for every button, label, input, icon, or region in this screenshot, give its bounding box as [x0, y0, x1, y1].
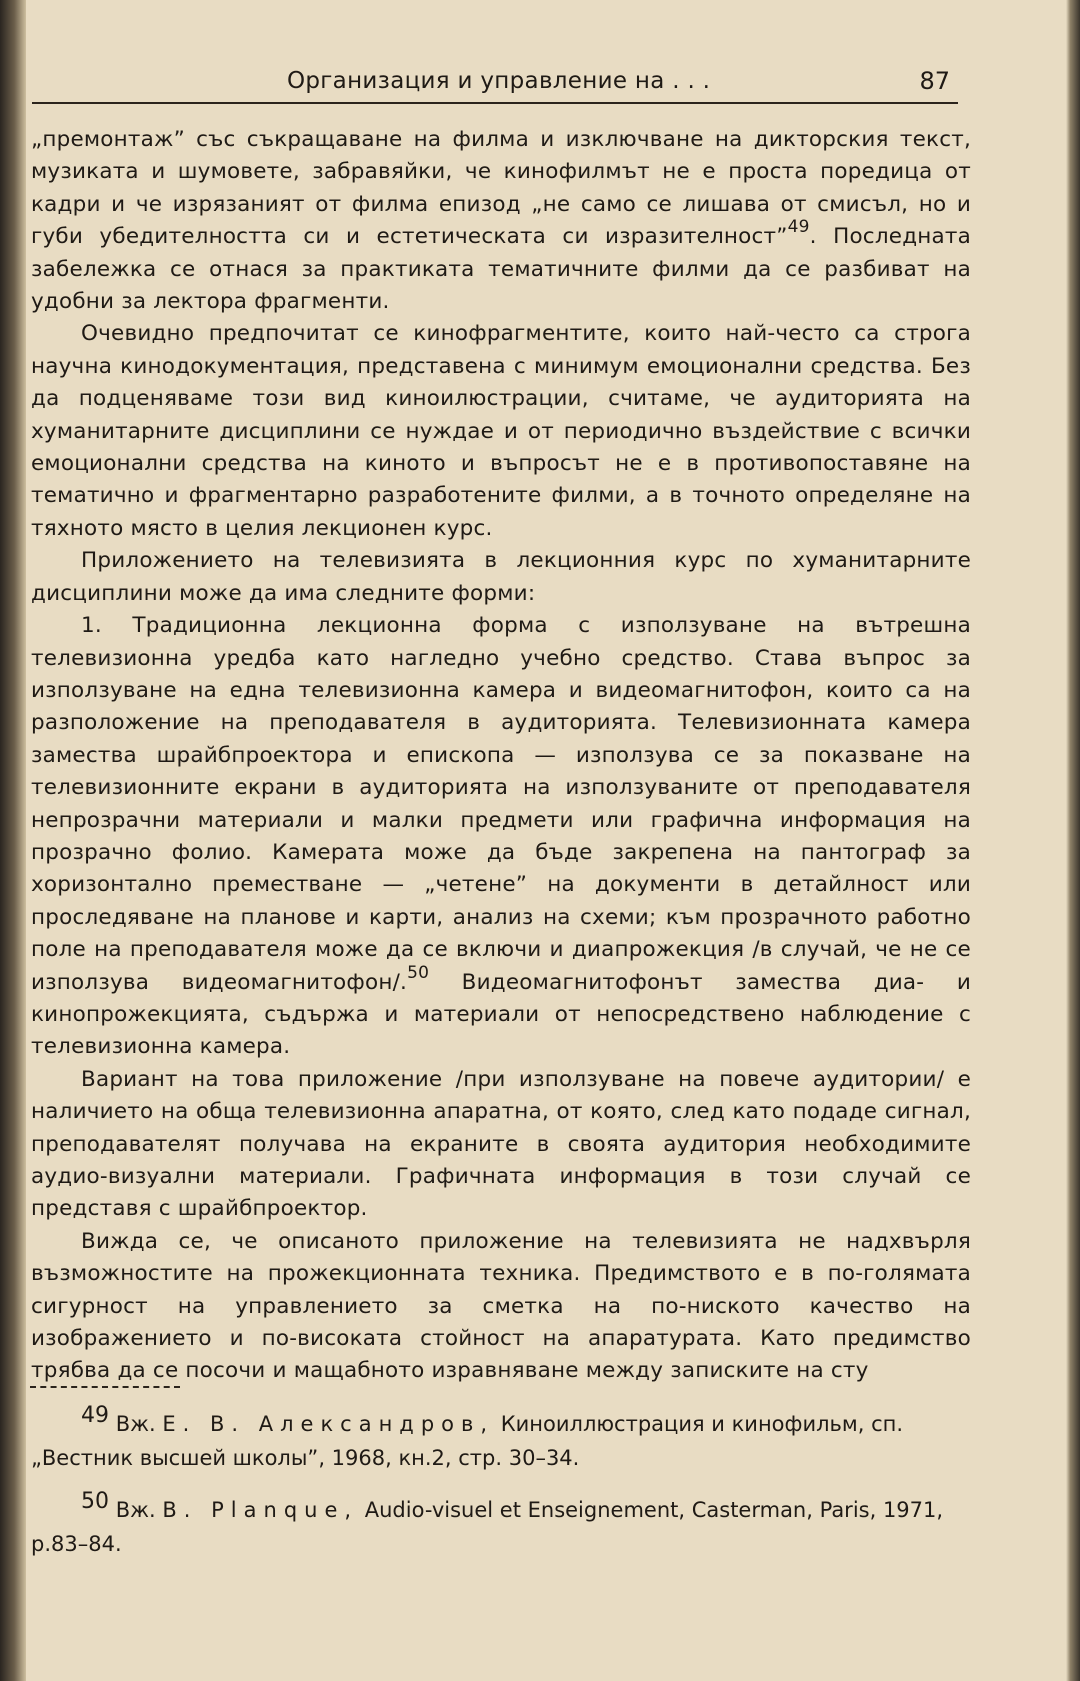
footnote-ref-49: 49	[787, 217, 810, 238]
paragraph-1	[31, 124, 971, 318]
page-edge-shadow	[1066, 0, 1080, 1681]
footnote-49-author: Е. В. Александров,	[162, 1412, 495, 1436]
footnote-50-number: 50	[81, 1489, 109, 1514]
body-text	[31, 124, 971, 1388]
footnotes	[31, 1403, 971, 1579]
footnote-50-author: В. Planque,	[162, 1498, 359, 1522]
footnote-50	[31, 1489, 971, 1561]
footnote-50-source: Audio-visuel et Enseignement, Casterman, Paris, 1971, p.83–84.	[31, 1498, 944, 1556]
paragraph-4-tail: Видеомагнитофонът замества диа- и кинопрожекцията, съдържа и материали от непосредствено наблюдение с телевизионна камера.	[31, 969, 971, 1060]
running-header	[32, 64, 958, 104]
footnote-50-lead: Вж.	[115, 1498, 156, 1522]
paragraph-1-text: „премонтаж” със съкращаване на филма и изключване на дикторския текст, музиката и шумовете, забравяйки, че кинофилмът не е проста поредица от кадри и че изрязаният от филма епизод „не само се лишава от смисъл, но и губи убедителността си и естетическата си изразителност”	[31, 127, 971, 250]
paragraph-3: Приложението на телевизията в лекционния курс по хуманитарните дисциплини може да има следните форми:	[31, 548, 971, 606]
footnote-49-lead: Вж.	[115, 1412, 156, 1436]
footnote-separator	[30, 1386, 180, 1388]
book-spine-shadow	[0, 0, 26, 1681]
header-title: Организация и управление на . . .	[287, 68, 711, 94]
paragraph-1-tail: . Последната забележка се отнася за практиката тематичните филми да се разбиват на удобни за лектора фрагменти.	[31, 224, 971, 315]
paragraph-2: Очевидно предпочитат се кинофрагментите, които най-често са строга научна кинодокументация, представена с минимум емоционални средства. Без да подценяваме този вид киноилюстрации, считаме, че аудиторията на хуманитарните дисциплини се нуждае и от периодично въздействие с всички емоционални средства на киното и въпросът не е в противопоставяне на тематично и фрагментарно разработените филми, а в точното определяне на тяхното място в целия лекционен курс.	[31, 321, 971, 541]
footnote-49-number: 49	[81, 1403, 109, 1428]
page-number: 87	[919, 67, 950, 95]
footnote-49	[31, 1403, 971, 1475]
paragraph-5: Вариант на това приложение /при използуване на повече аудитории/ е наличието на обща телевизионна апаратна, от която, след като подаде сигнал, преподавателят получава на екраните в своята аудитория необходимите аудио-визуални материали. Графичната информация в този случай се представя с шрайбпроектор.	[31, 1066, 971, 1222]
paragraph-4-text: 1. Традиционна лекционна форма с използуване на вътрешна телевизионна уредба като нагледно учебно средство. Става въпрос за използуване на една телевизионна камера и видеомагнитофон, които са на разположение на преподавателя в аудиторията. Телевизионната камера замества шрайбпроектора и епископа — използува се за показване на телевизионните екрани в аудиторията на използуваните от преподавателя непрозрачни материали и малки предмети или графична информация на прозрачно фолио. Камерата може да бъде закрепена на пантограф за хоризонтално преместване — „четене” на документи в детайлност или проследяване на планове и карти, анализ на схеми; към прозрачното работно поле на преподавателя може да се включи и диапрожекция /в случай, че не се използува видеомагнитофон/.	[31, 613, 971, 995]
paragraph-6: Вижда се, че описаното приложение на телевизията не надхвърля възможностите на прожекционната техника. Предимството е в по-голямата сигурност на управлението за сметка на по-ниското качество на изображението и по-високата стойност на апаратурата. Като предимство трябва да се посочи и мащабното изравняване между записките на сту	[31, 1228, 971, 1384]
footnote-49-source: Киноиллюстрация и кинофильм, сп. „Вестник высшей школы”, 1968, кн.2, стр. 30–34.	[31, 1412, 904, 1470]
paragraph-4	[31, 610, 971, 1064]
footnote-ref-50: 50	[407, 962, 430, 983]
